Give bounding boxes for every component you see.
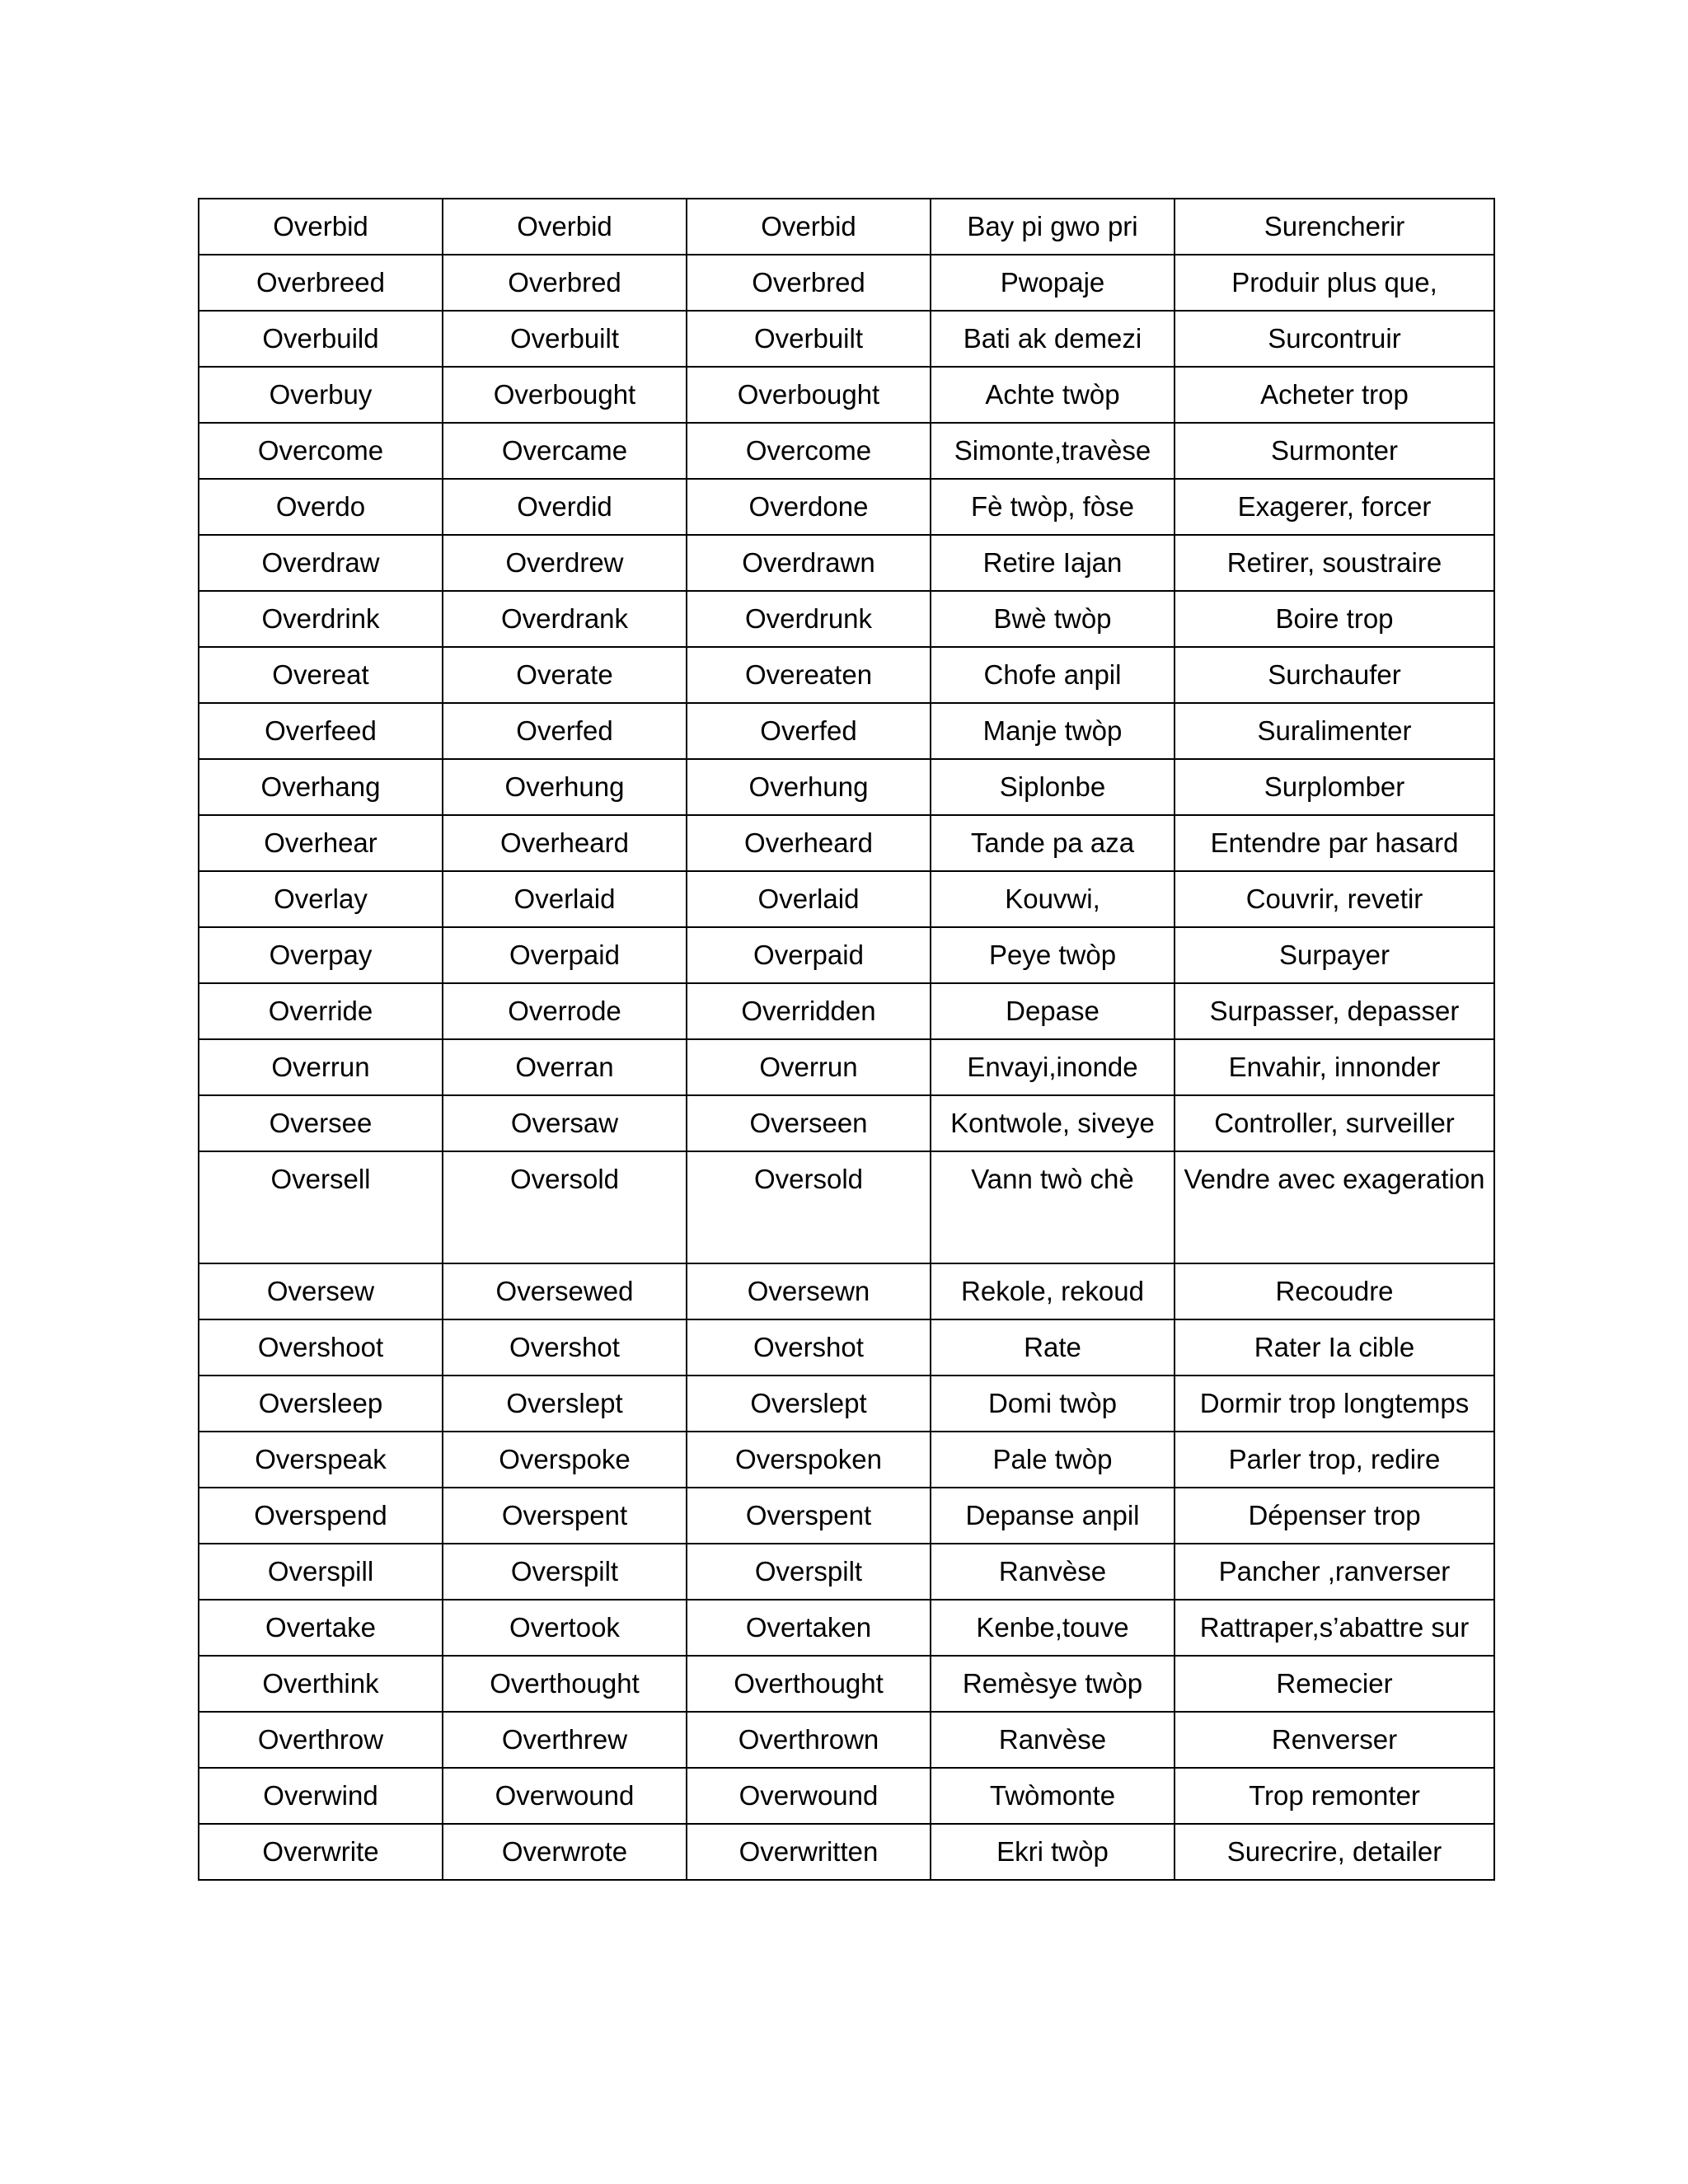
cell-base-form: Overdo (199, 479, 443, 535)
cell-french-translation: Surcontruir (1175, 311, 1494, 367)
cell-french-translation: Renverser (1175, 1712, 1494, 1768)
cell-french-translation: Dormir trop longtemps (1175, 1376, 1494, 1432)
cell-base-form: Overthrow (199, 1712, 443, 1768)
cell-creole-translation: Pale twòp (931, 1432, 1175, 1488)
cell-past-simple: Oversold (443, 1151, 687, 1263)
cell-french-translation: Controller, surveiller (1175, 1095, 1494, 1151)
cell-creole-translation: Depase (931, 983, 1175, 1039)
cell-creole-translation: Ekri twòp (931, 1824, 1175, 1880)
cell-creole-translation: Fè twòp, fòse (931, 479, 1175, 535)
cell-french-translation: Surencherir (1175, 199, 1494, 255)
cell-base-form: Overeat (199, 647, 443, 703)
cell-base-form: Overthink (199, 1656, 443, 1712)
verb-table-body (199, 199, 1494, 1880)
cell-base-form: Overdrink (199, 591, 443, 647)
cell-past-simple: Overthought (443, 1656, 687, 1712)
cell-past-participle: Overwritten (687, 1824, 931, 1880)
cell-past-participle: Oversewn (687, 1263, 931, 1319)
table-row (199, 1095, 1494, 1151)
cell-past-participle: Overtaken (687, 1600, 931, 1656)
cell-past-simple: Overspent (443, 1488, 687, 1544)
cell-past-participle: Overheard (687, 815, 931, 871)
cell-base-form: Oversew (199, 1263, 443, 1319)
table-row (199, 1263, 1494, 1319)
cell-base-form: Overwrite (199, 1824, 443, 1880)
cell-base-form: Overspeak (199, 1432, 443, 1488)
cell-creole-translation: Bwè twòp (931, 591, 1175, 647)
cell-french-translation: Surecrire, detailer (1175, 1824, 1494, 1880)
cell-past-participle: Overspent (687, 1488, 931, 1544)
cell-past-participle: Overhung (687, 759, 931, 815)
table-row (199, 591, 1494, 647)
cell-creole-translation: Ranvèse (931, 1712, 1175, 1768)
table-row (199, 815, 1494, 871)
cell-past-simple: Overbought (443, 367, 687, 423)
verb-table (198, 198, 1495, 1881)
cell-past-simple: Overspoke (443, 1432, 687, 1488)
cell-past-participle: Overbought (687, 367, 931, 423)
cell-past-simple: Overhung (443, 759, 687, 815)
cell-base-form: Overbreed (199, 255, 443, 311)
cell-creole-translation: Chofe anpil (931, 647, 1175, 703)
cell-french-translation: Dépenser trop (1175, 1488, 1494, 1544)
cell-past-simple: Overate (443, 647, 687, 703)
cell-past-simple: Overtook (443, 1600, 687, 1656)
cell-creole-translation: Retire Iajan (931, 535, 1175, 591)
cell-creole-translation: Envayi,inonde (931, 1039, 1175, 1095)
cell-past-simple: Overcame (443, 423, 687, 479)
cell-past-participle: Overeaten (687, 647, 931, 703)
cell-french-translation: Rater Ia cible (1175, 1319, 1494, 1376)
cell-french-translation: Surpayer (1175, 927, 1494, 983)
table-row (199, 983, 1494, 1039)
table-row (199, 367, 1494, 423)
cell-french-translation: Trop remonter (1175, 1768, 1494, 1824)
cell-past-simple: Oversewed (443, 1263, 687, 1319)
cell-french-translation: Produir plus que, (1175, 255, 1494, 311)
table-row (199, 703, 1494, 759)
cell-french-translation: Exagerer, forcer (1175, 479, 1494, 535)
cell-past-participle: Overbid (687, 199, 931, 255)
cell-french-translation: Suralimenter (1175, 703, 1494, 759)
table-row (199, 1768, 1494, 1824)
cell-past-participle: Overpaid (687, 927, 931, 983)
table-row (199, 1151, 1494, 1263)
cell-french-translation: Surpasser, depasser (1175, 983, 1494, 1039)
cell-creole-translation: Kenbe,touve (931, 1600, 1175, 1656)
table-row (199, 1432, 1494, 1488)
cell-base-form: Override (199, 983, 443, 1039)
cell-past-participle: Overridden (687, 983, 931, 1039)
cell-past-participle: Overbuilt (687, 311, 931, 367)
table-row (199, 647, 1494, 703)
table-row (199, 1824, 1494, 1880)
cell-past-participle: Overthrown (687, 1712, 931, 1768)
cell-creole-translation: Ranvèse (931, 1544, 1175, 1600)
cell-past-participle: Overspoken (687, 1432, 931, 1488)
cell-base-form: Overwind (199, 1768, 443, 1824)
cell-french-translation: Retirer, soustraire (1175, 535, 1494, 591)
cell-past-participle: Overthought (687, 1656, 931, 1712)
table-row (199, 1488, 1494, 1544)
cell-base-form: Overrun (199, 1039, 443, 1095)
cell-past-simple: Overdrew (443, 535, 687, 591)
cell-creole-translation: Vann twò chè (931, 1151, 1175, 1263)
table-row (199, 1600, 1494, 1656)
table-row (199, 479, 1494, 535)
cell-base-form: Overspill (199, 1544, 443, 1600)
cell-past-participle: Overdrawn (687, 535, 931, 591)
cell-past-simple: Overslept (443, 1376, 687, 1432)
cell-past-participle: Overdrunk (687, 591, 931, 647)
cell-past-participle: Overfed (687, 703, 931, 759)
cell-past-simple: Overdrank (443, 591, 687, 647)
cell-past-participle: Oversold (687, 1151, 931, 1263)
table-row (199, 255, 1494, 311)
cell-past-simple: Oversaw (443, 1095, 687, 1151)
cell-french-translation: Couvrir, revetir (1175, 871, 1494, 927)
table-row (199, 311, 1494, 367)
cell-creole-translation: Rate (931, 1319, 1175, 1376)
cell-french-translation: Surmonter (1175, 423, 1494, 479)
cell-creole-translation: Kouvwi, (931, 871, 1175, 927)
cell-french-translation: Recoudre (1175, 1263, 1494, 1319)
table-row (199, 1376, 1494, 1432)
cell-base-form: Overbuild (199, 311, 443, 367)
table-row (199, 1712, 1494, 1768)
cell-past-participle: Overslept (687, 1376, 931, 1432)
cell-creole-translation: Twòmonte (931, 1768, 1175, 1824)
cell-base-form: Overhear (199, 815, 443, 871)
cell-creole-translation: Achte twòp (931, 367, 1175, 423)
cell-past-simple: Overfed (443, 703, 687, 759)
cell-past-simple: Overshot (443, 1319, 687, 1376)
cell-base-form: Overspend (199, 1488, 443, 1544)
cell-past-simple: Overheard (443, 815, 687, 871)
cell-creole-translation: Remèsye twòp (931, 1656, 1175, 1712)
cell-base-form: Overpay (199, 927, 443, 983)
cell-french-translation: Boire trop (1175, 591, 1494, 647)
cell-past-simple: Overrode (443, 983, 687, 1039)
cell-past-simple: Overbuilt (443, 311, 687, 367)
cell-past-simple: Overthrew (443, 1712, 687, 1768)
cell-past-participle: Overshot (687, 1319, 931, 1376)
cell-past-simple: Overran (443, 1039, 687, 1095)
cell-french-translation: Parler trop, redire (1175, 1432, 1494, 1488)
cell-past-simple: Overpaid (443, 927, 687, 983)
table-row (199, 871, 1494, 927)
cell-french-translation: Acheter trop (1175, 367, 1494, 423)
cell-past-participle: Overlaid (687, 871, 931, 927)
cell-french-translation: Surchaufer (1175, 647, 1494, 703)
cell-creole-translation: Simonte,travèse (931, 423, 1175, 479)
cell-french-translation: Rattraper,s’abattre sur (1175, 1600, 1494, 1656)
table-row (199, 1039, 1494, 1095)
cell-french-translation: Pancher ,ranverser (1175, 1544, 1494, 1600)
table-row (199, 927, 1494, 983)
cell-creole-translation: Pwopaje (931, 255, 1175, 311)
cell-base-form: Overlay (199, 871, 443, 927)
cell-creole-translation: Tande pa aza (931, 815, 1175, 871)
cell-french-translation: Remecier (1175, 1656, 1494, 1712)
cell-base-form: Overdraw (199, 535, 443, 591)
cell-creole-translation: Manje twòp (931, 703, 1175, 759)
cell-creole-translation: Domi twòp (931, 1376, 1175, 1432)
cell-creole-translation: Depanse anpil (931, 1488, 1175, 1544)
table-row (199, 199, 1494, 255)
cell-creole-translation: Bay pi gwo pri (931, 199, 1175, 255)
table-row (199, 535, 1494, 591)
cell-french-translation: Entendre par hasard (1175, 815, 1494, 871)
cell-base-form: Oversleep (199, 1376, 443, 1432)
cell-past-simple: Overbred (443, 255, 687, 311)
cell-past-participle: Overcome (687, 423, 931, 479)
cell-past-simple: Overwound (443, 1768, 687, 1824)
cell-french-translation: Surplomber (1175, 759, 1494, 815)
cell-base-form: Overcome (199, 423, 443, 479)
table-row (199, 1544, 1494, 1600)
cell-past-simple: Overspilt (443, 1544, 687, 1600)
cell-base-form: Oversee (199, 1095, 443, 1151)
cell-base-form: Overhang (199, 759, 443, 815)
cell-creole-translation: Siplonbe (931, 759, 1175, 815)
table-row (199, 759, 1494, 815)
cell-past-participle: Overrun (687, 1039, 931, 1095)
table-row (199, 1656, 1494, 1712)
cell-past-participle: Overdone (687, 479, 931, 535)
cell-creole-translation: Peye twòp (931, 927, 1175, 983)
cell-creole-translation: Bati ak demezi (931, 311, 1175, 367)
cell-past-participle: Overwound (687, 1768, 931, 1824)
cell-creole-translation: Kontwole, siveye (931, 1095, 1175, 1151)
cell-base-form: Oversell (199, 1151, 443, 1263)
cell-past-participle: Overspilt (687, 1544, 931, 1600)
table-row (199, 1319, 1494, 1376)
cell-past-simple: Overdid (443, 479, 687, 535)
cell-base-form: Overbid (199, 199, 443, 255)
cell-past-participle: Overseen (687, 1095, 931, 1151)
cell-base-form: Overfeed (199, 703, 443, 759)
cell-past-simple: Overlaid (443, 871, 687, 927)
cell-base-form: Overtake (199, 1600, 443, 1656)
cell-base-form: Overshoot (199, 1319, 443, 1376)
table-row (199, 423, 1494, 479)
cell-french-translation: Envahir, innonder (1175, 1039, 1494, 1095)
cell-base-form: Overbuy (199, 367, 443, 423)
cell-creole-translation: Rekole, rekoud (931, 1263, 1175, 1319)
cell-past-participle: Overbred (687, 255, 931, 311)
cell-french-translation: Vendre avec exageration (1175, 1151, 1494, 1263)
cell-past-simple: Overwrote (443, 1824, 687, 1880)
cell-past-simple: Overbid (443, 199, 687, 255)
